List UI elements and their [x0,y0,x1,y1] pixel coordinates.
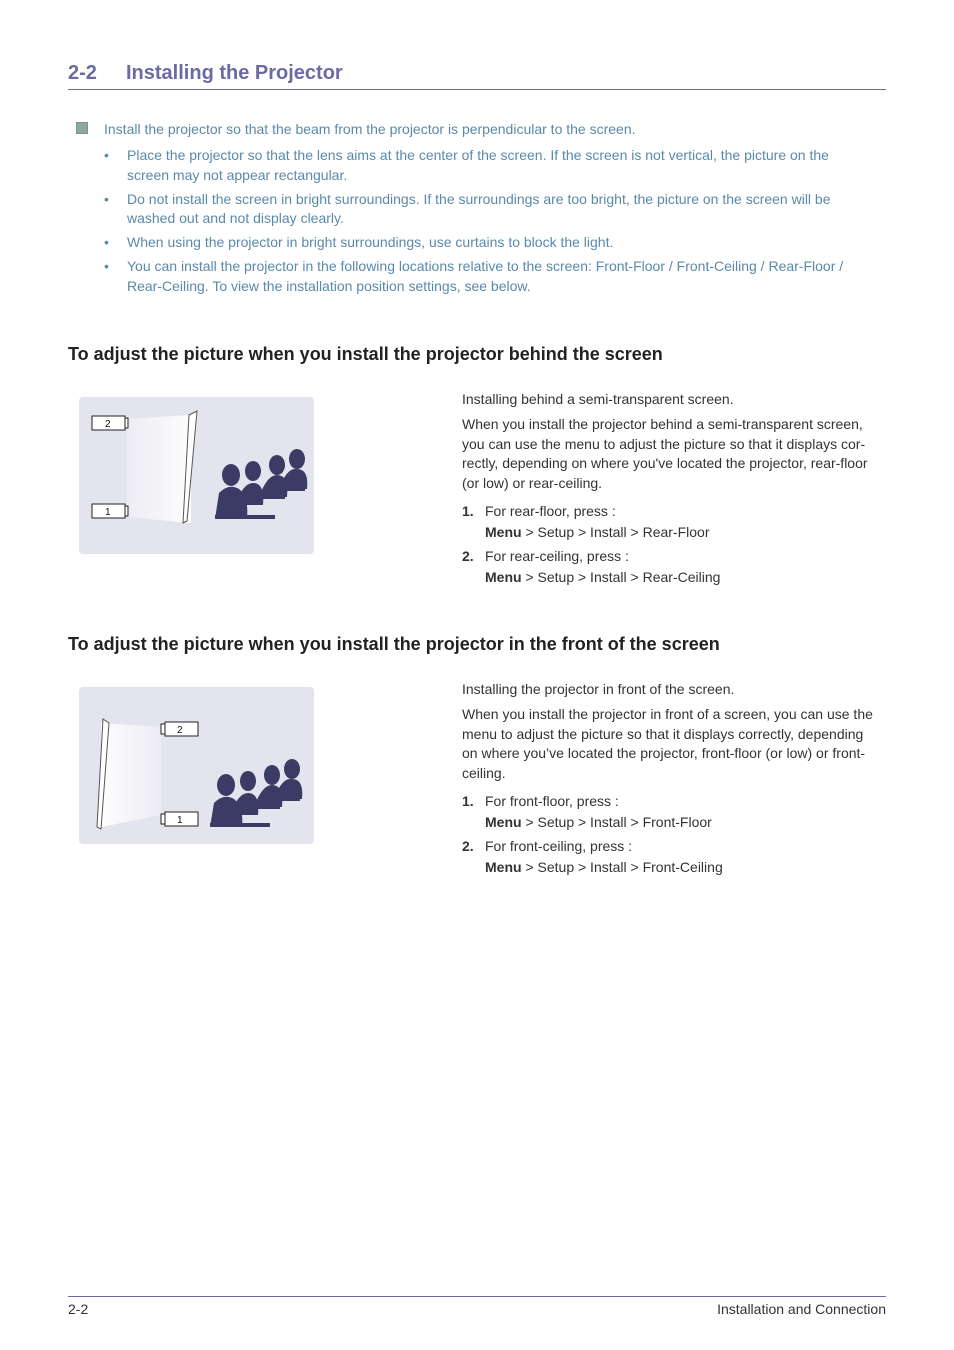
section-title [68,62,886,90]
rear-intro: Installing behind a semi-transparent screen. [462,391,734,407]
list-item: • When using the projector in bright surroundings, use curtains to block the light. [104,233,874,253]
projector-label-top: 2 [105,419,111,430]
front-step-1 [462,791,882,833]
menu-path: > Setup > Install > Rear-Floor [521,524,710,540]
projector-label-top: 2 [177,725,183,736]
step-number: 1. [462,793,474,809]
front-install-figure [79,687,314,844]
menu-keyword: Menu [485,814,522,830]
step-number: 2. [462,838,474,854]
step-label: For front-floor, press : [485,793,619,809]
projector-icon [161,812,198,826]
section-number: 2-2 [68,62,97,84]
note-icon [76,122,88,134]
menu-path: > Setup > Install > Front-Floor [521,814,712,830]
page-number: 2-2 [68,1301,89,1317]
step-number: 1. [462,503,474,519]
projector-icon [92,416,128,430]
rear-step-2 [462,546,882,588]
projector-label-bottom: 1 [177,815,183,826]
menu-keyword: Menu [485,859,522,875]
note-bullet-list [104,146,874,301]
front-intro: Installing the projector in front of the screen. [462,681,735,697]
list-item: • You can install the projector in the following locations relative to the screen: Front-Floor / Front-Ceiling / Rear-Floor / Rear-Ceiling. To view the installation position settings, see below. [104,257,874,296]
rear-step-1 [462,501,882,543]
list-item: • Place the projector so that the lens aims at the center of the screen. If the screen is not vertical, the picture on the screen may not appear rectangular. [104,146,874,185]
audience-silhouette [210,759,302,827]
menu-keyword: Menu [485,524,522,540]
projector-icon [92,504,128,518]
projector-label-bottom: 1 [105,507,111,518]
front-step-2 [462,836,882,878]
rear-description: When you install the projector behind a semi-transparent screen, you can use the menu to adjust the picture so that it displays cor-rectly, depending on where you've located the projector, rear-floor (or low) or rear-ceiling. [462,416,868,491]
step-label: For front-ceiling, press : [485,838,633,854]
menu-keyword: Menu [485,569,522,585]
audience-silhouette [215,449,307,519]
menu-path: > Setup > Install > Front-Ceiling [521,859,723,875]
note-text: Install the projector so that the beam from the projector is perpendicular to the screen. [104,121,636,137]
chapter-title: Installation and Connection [717,1301,886,1317]
menu-path: > Setup > Install > Rear-Ceiling [521,569,721,585]
rear-heading: To adjust the picture when you install the projector behind the screen [68,344,663,364]
front-heading: To adjust the picture when you install the projector in the front of the screen [68,634,720,654]
step-label: For rear-floor, press : [485,503,616,519]
step-label: For rear-ceiling, press : [485,548,629,564]
footer-divider [68,1296,886,1297]
list-item: • Do not install the screen in bright surroundings. If the surroundings are too bright, the picture on the screen will be washed out and not display clearly. [104,190,874,229]
step-number: 2. [462,548,474,564]
projector-icon [161,722,198,736]
front-description: When you install the projector in front of a screen, you can use the menu to adjust the picture so that it displays correctly, depending on where you’ve located the projector, front-floor (or low) or front-ceiling. [462,706,873,781]
rear-install-figure [79,397,314,554]
section-title-text: Installing the Projector [126,62,343,84]
